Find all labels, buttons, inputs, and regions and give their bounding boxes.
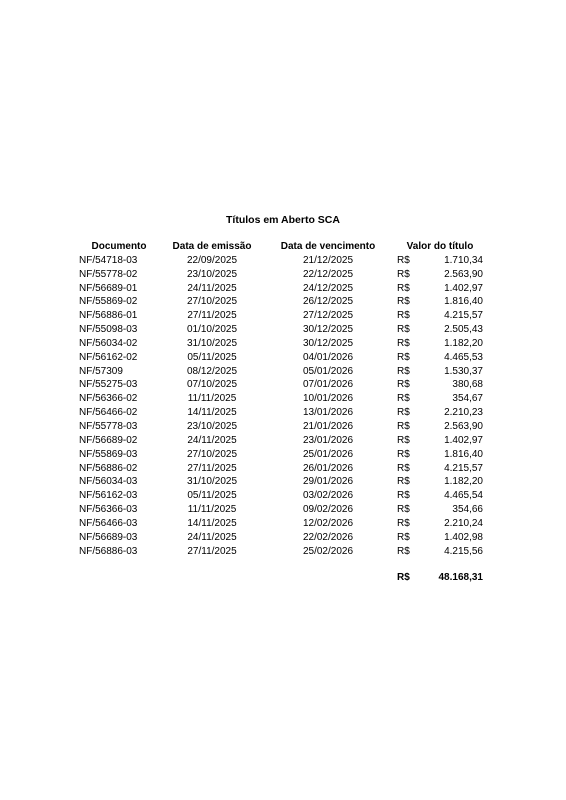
cell-data-vencimento: 30/12/2025: [302, 324, 354, 336]
table-row: [0, 392, 566, 406]
cell-data-emissao: 24/11/2025: [187, 282, 237, 294]
cell-documento: NF/56366-03: [79, 504, 138, 516]
cell-valor: 354,66: [452, 504, 483, 516]
cell-currency: R$: [397, 337, 410, 349]
table-row: [0, 475, 566, 489]
cell-data-emissao: 11/11/2025: [187, 393, 237, 405]
table-row: [0, 503, 566, 517]
cell-data-emissao: 11/11/2025: [187, 504, 237, 516]
cell-currency: R$: [397, 296, 410, 308]
table-row: [0, 406, 566, 420]
table-row: [0, 282, 566, 296]
cell-valor: 2.210,24: [444, 517, 483, 529]
cell-valor: 2.563,90: [444, 420, 483, 432]
cell-data-emissao: 27/11/2025: [187, 462, 237, 474]
table-row: [0, 378, 566, 392]
cell-valor: 1.402,97: [444, 434, 483, 446]
table-row: [0, 420, 566, 434]
table-row: [0, 545, 566, 559]
cell-data-emissao: 24/11/2025: [187, 434, 237, 446]
cell-data-vencimento: 25/02/2026: [302, 545, 354, 557]
cell-documento: NF/56689-02: [79, 434, 138, 446]
cell-currency: R$: [397, 448, 410, 460]
total-row: [0, 571, 566, 585]
table-row: [0, 254, 566, 268]
cell-documento: NF/56162-02: [79, 351, 138, 363]
cell-currency: R$: [397, 379, 410, 391]
cell-data-emissao: 27/11/2025: [187, 545, 237, 557]
titles-table: [0, 240, 566, 558]
table-row: [0, 337, 566, 351]
header-valor: Valor do título: [406, 241, 474, 252]
cell-data-vencimento: 24/12/2025: [302, 282, 354, 294]
cell-data-emissao: 23/10/2025: [186, 268, 238, 280]
cell-documento: NF/56162-03: [79, 490, 138, 502]
cell-valor: 1.710,34: [444, 254, 483, 266]
table-row: [0, 323, 566, 337]
cell-documento: NF/56466-03: [79, 517, 138, 529]
cell-valor: 4.215,57: [444, 462, 483, 474]
cell-currency: R$: [397, 351, 410, 363]
cell-data-emissao: 23/10/2025: [186, 420, 238, 432]
cell-data-vencimento: 22/02/2026: [302, 531, 354, 543]
table-body: [0, 254, 566, 559]
cell-currency: R$: [397, 531, 410, 543]
cell-documento: NF/56034-03: [79, 476, 138, 488]
cell-data-emissao: 01/10/2025: [186, 324, 238, 336]
cell-data-vencimento: 25/01/2026: [302, 448, 354, 460]
table-row: [0, 531, 566, 545]
cell-currency: R$: [397, 545, 410, 557]
cell-data-vencimento: 03/02/2026: [302, 490, 354, 502]
cell-documento: NF/55869-03: [79, 448, 138, 460]
table-row: [0, 462, 566, 476]
cell-currency: R$: [397, 462, 410, 474]
cell-data-vencimento: 10/01/2026: [302, 393, 354, 405]
table-row: [0, 517, 566, 531]
table-row: [0, 448, 566, 462]
cell-documento: NF/55869-02: [79, 296, 138, 308]
total-currency: R$: [397, 572, 410, 583]
cell-documento: NF/56366-02: [79, 393, 138, 405]
cell-currency: R$: [397, 476, 410, 488]
table-row: [0, 268, 566, 282]
cell-currency: R$: [397, 268, 410, 280]
cell-currency: R$: [397, 254, 410, 266]
table-row: [0, 351, 566, 365]
cell-currency: R$: [397, 393, 410, 405]
cell-valor: 1.182,20: [444, 476, 483, 488]
table-row: [0, 489, 566, 503]
cell-documento: NF/56466-02: [79, 407, 138, 419]
cell-valor: 4.465,53: [444, 351, 483, 363]
cell-data-emissao: 08/12/2025: [186, 365, 238, 377]
cell-currency: R$: [397, 365, 410, 377]
cell-documento: NF/55778-03: [79, 420, 138, 432]
cell-documento: NF/55275-03: [79, 379, 138, 391]
cell-documento: NF/56886-02: [79, 462, 138, 474]
cell-data-emissao: 14/11/2025: [187, 407, 237, 419]
cell-data-emissao: 31/10/2025: [186, 476, 238, 488]
cell-data-emissao: 27/10/2025: [186, 448, 238, 460]
cell-documento: NF/55098-03: [79, 324, 138, 336]
cell-data-vencimento: 09/02/2026: [302, 504, 354, 516]
cell-valor: 1.816,40: [444, 448, 483, 460]
cell-valor: 1.530,37: [444, 365, 483, 377]
cell-data-emissao: 31/10/2025: [186, 337, 238, 349]
cell-valor: 1.816,40: [444, 296, 483, 308]
cell-data-vencimento: 07/01/2026: [302, 379, 354, 391]
cell-data-vencimento: 13/01/2026: [302, 407, 354, 419]
cell-currency: R$: [397, 517, 410, 529]
table-row: [0, 309, 566, 323]
header-data-vencimento: Data de vencimento: [280, 241, 376, 252]
cell-currency: R$: [397, 490, 410, 502]
cell-data-emissao: 05/11/2025: [187, 351, 237, 363]
cell-documento: NF/57309: [79, 365, 123, 377]
cell-valor: 4.465,54: [444, 490, 483, 502]
total-value: 48.168,31: [438, 572, 483, 583]
cell-data-vencimento: 12/02/2026: [302, 517, 354, 529]
cell-documento: NF/55778-02: [79, 268, 138, 280]
cell-data-vencimento: 23/01/2026: [302, 434, 354, 446]
cell-data-emissao: 24/11/2025: [187, 531, 237, 543]
cell-currency: R$: [397, 310, 410, 322]
cell-valor: 1.402,98: [444, 531, 483, 543]
cell-documento: NF/56886-01: [79, 310, 138, 322]
cell-data-vencimento: 27/12/2025: [302, 310, 354, 322]
cell-currency: R$: [397, 407, 410, 419]
table-row: [0, 295, 566, 309]
cell-currency: R$: [397, 324, 410, 336]
cell-currency: R$: [397, 282, 410, 294]
table-row: [0, 365, 566, 379]
header-data-emissao: Data de emissão: [172, 241, 252, 252]
cell-valor: 4.215,56: [444, 545, 483, 557]
cell-data-vencimento: 26/01/2026: [302, 462, 354, 474]
cell-currency: R$: [397, 420, 410, 432]
cell-documento: NF/56689-03: [79, 531, 138, 543]
cell-data-emissao: 14/11/2025: [187, 517, 237, 529]
cell-valor: 1.402,97: [444, 282, 483, 294]
cell-valor: 380,68: [452, 379, 483, 391]
cell-valor: 2.563,90: [444, 268, 483, 280]
cell-data-emissao: 27/11/2025: [187, 310, 237, 322]
cell-data-emissao: 07/10/2025: [186, 379, 238, 391]
cell-data-vencimento: 05/01/2026: [302, 365, 354, 377]
cell-data-emissao: 05/11/2025: [187, 490, 237, 502]
cell-data-emissao: 27/10/2025: [186, 296, 238, 308]
cell-valor: 1.182,20: [444, 337, 483, 349]
cell-documento: NF/56034-02: [79, 337, 138, 349]
cell-valor: 2.505,43: [444, 324, 483, 336]
cell-data-vencimento: 21/12/2025: [302, 254, 354, 266]
cell-documento: NF/54718-03: [79, 254, 138, 266]
header-documento: Documento: [91, 241, 147, 252]
cell-valor: 354,67: [452, 393, 483, 405]
document-title: Títulos em Aberto SCA: [226, 214, 340, 226]
cell-documento: NF/56886-03: [79, 545, 138, 557]
cell-data-vencimento: 04/01/2026: [302, 351, 354, 363]
cell-data-vencimento: 22/12/2025: [302, 268, 354, 280]
table-header: [0, 240, 566, 254]
cell-data-vencimento: 26/12/2025: [302, 296, 354, 308]
cell-valor: 2.210,23: [444, 407, 483, 419]
cell-currency: R$: [397, 434, 410, 446]
cell-data-emissao: 22/09/2025: [186, 254, 238, 266]
cell-data-vencimento: 29/01/2026: [302, 476, 354, 488]
cell-data-vencimento: 30/12/2025: [302, 337, 354, 349]
cell-data-vencimento: 21/01/2026: [302, 420, 354, 432]
cell-currency: R$: [397, 504, 410, 516]
cell-valor: 4.215,57: [444, 310, 483, 322]
cell-documento: NF/56689-01: [79, 282, 138, 294]
table-row: [0, 434, 566, 448]
